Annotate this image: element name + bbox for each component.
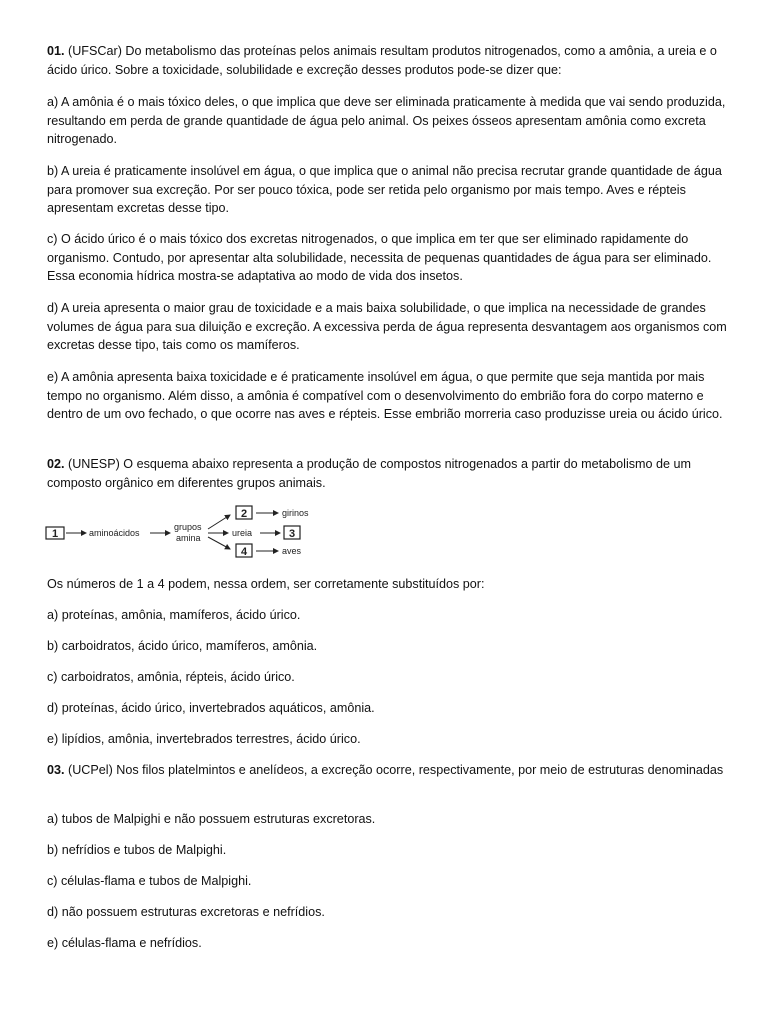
q3-option-d: d) não possuem estruturas excretoras e nefrídios.: [47, 905, 325, 919]
q2-option-b: b) carboidratos, ácido úrico, mamíferos, amônia.: [47, 639, 318, 653]
box-2-label: 2: [240, 508, 248, 520]
box-4-label: 4: [240, 546, 248, 558]
question-number: 02.: [47, 457, 65, 471]
box-3-label: 3: [288, 528, 296, 540]
nitrogen-scheme-diagram: [44, 503, 364, 559]
q3-option-c: c) células-flama e tubos de Malpighi.: [47, 874, 252, 888]
question-number: 03.: [47, 763, 65, 777]
question-number: 01.: [47, 44, 65, 58]
aves-label: aves: [282, 546, 302, 556]
q1-option-a: a) A amônia é o mais tóxico deles, o que implica que deve ser eliminada praticamente à medida que vai sendo produzida, resultando em perda de grande quantidade de água pelo animal. Os peixes ósseos apresentam amônia como excreta nitrogenado.: [47, 95, 726, 147]
q2-option-d: d) proteínas, ácido úrico, invertebrados aquáticos, amônia.: [47, 701, 375, 715]
q2-option-a: a) proteínas, amônia, mamíferos, ácido úrico.: [47, 608, 301, 622]
question-02-stem: [47, 455, 727, 492]
q1-option-d: d) A ureia apresenta o maior grau de toxicidade e a mais baixa solubilidade, o que implica na necessidade de grandes volumes de água para sua diluição e excreção. A excessiva perda de água representa desvantagem aos organismos com excretas desse tipo, tais como os mamíferos.: [47, 301, 727, 353]
arrow: [208, 537, 230, 549]
q3-option-a: a) tubos de Malpighi e não possuem estruturas excretoras.: [47, 812, 376, 826]
amina-label: amina: [176, 533, 201, 543]
aminoacidos-label: aminoácidos: [89, 528, 140, 538]
q3-option-b: b) nefrídios e tubos de Malpighi.: [47, 843, 227, 857]
arrow: [208, 515, 230, 529]
q2-option-e: e) lipídios, amônia, invertebrados terrestres, ácido úrico.: [47, 732, 361, 746]
q1-option-b: b) A ureia é praticamente insolúvel em água, o que implica que o animal não precisa recrutar grande quantidade de água para promover sua excreção. Por ser pouco tóxica, pode ser retida pelo organismo por mais tempo. Aves e répteis apresentam excretas desse tipo.: [47, 164, 722, 216]
grupos-label: grupos: [174, 522, 202, 532]
q3-option-e: e) células-flama e nefrídios.: [47, 936, 202, 950]
box-1-label: 1: [51, 528, 59, 540]
girinos-label: girinos: [282, 508, 309, 518]
question-01-stem: [47, 42, 727, 79]
question-text: (UFSCar) Do metabolismo das proteínas pelos animais resultam produtos nitrogenados, como a amônia, a ureia e o ácido úrico. Sobre a toxicidade, solubilidade e excreção desses produtos pode-se dizer que:: [47, 44, 717, 77]
q1-option-e: e) A amônia apresenta baixa toxicidade e é praticamente insolúvel em água, o que permite que seja mantida por mais tempo no organismo. Além disso, a amônia é compatível com o desenvolvimento do embrião fora do corpo materno e dentro de um ovo fechado, o que ocorre nas aves e répteis. Esse embrião morreria caso produzisse ureia ou ácido úrico.: [47, 370, 723, 422]
ureia-label: ureia: [232, 528, 253, 538]
question-03-stem: [47, 761, 727, 780]
question-text: (UCPel) Nos filos platelmintos e anelídeos, a excreção ocorre, respectivamente, por meio de estruturas denominadas: [64, 763, 724, 777]
question-text: (UNESP) O esquema abaixo representa a produção de compostos nitrogenados a partir do metabolismo de um composto orgânico em diferentes grupos animais.: [47, 457, 692, 490]
q1-option-c: c) O ácido úrico é o mais tóxico dos excretas nitrogenados, o que implica em ter que ser eliminado rapidamente do organismo. Contudo, por apresentar alta solubilidade, necessita de pequenas quantidades de água para ser eliminado. Essa economia hídrica mostra-se adaptativa ao modo de vida dos insetos.: [47, 232, 712, 284]
q2-prompt: Os números de 1 a 4 podem, nessa ordem, ser corretamente substituídos por:: [47, 577, 485, 591]
q2-option-c: c) carboidratos, amônia, répteis, ácido úrico.: [47, 670, 295, 684]
